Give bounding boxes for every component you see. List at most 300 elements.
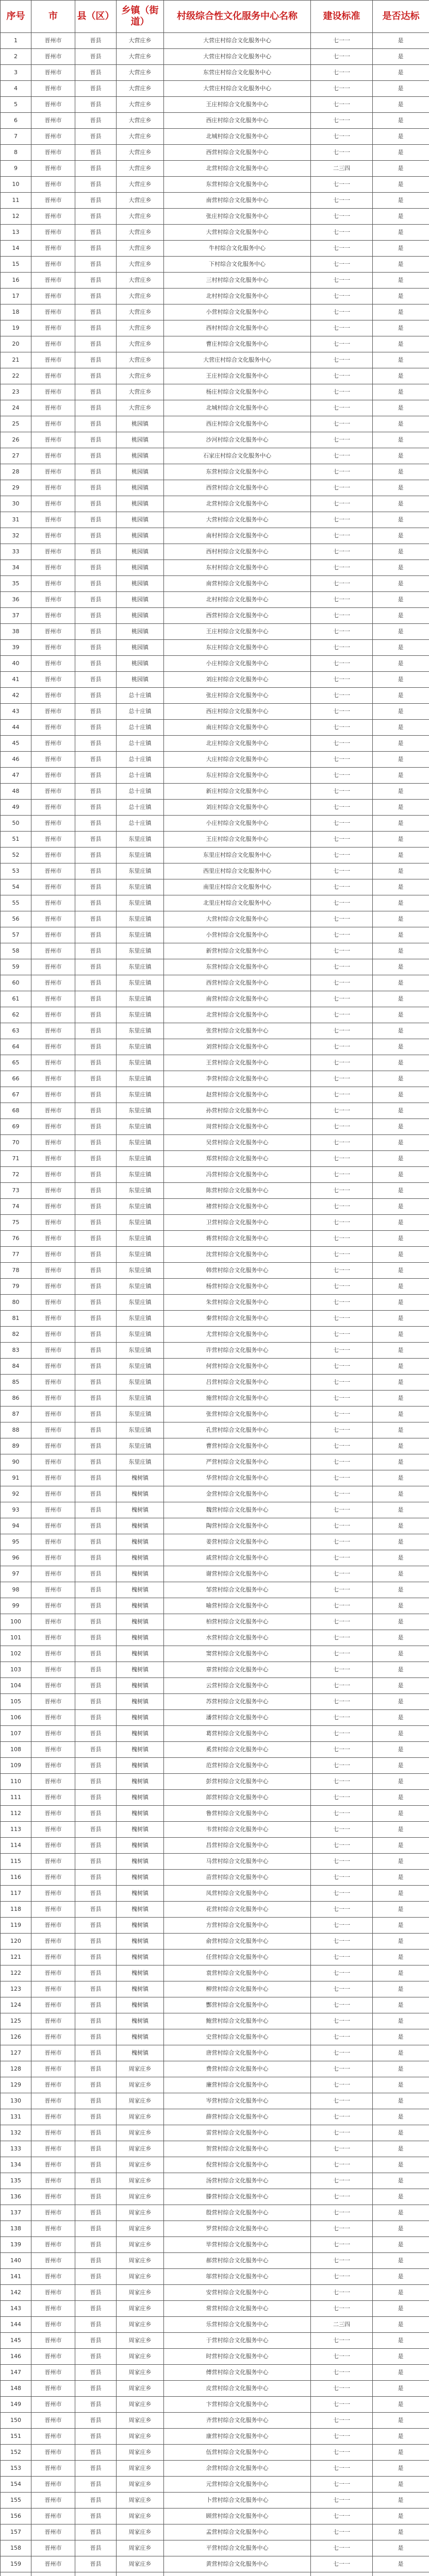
table-row (1, 81, 429, 97)
cell-county: 晋县 (75, 1726, 117, 1742)
cell-name: 周营村综合文化服务中心 (164, 1119, 311, 1135)
cell-seq: 117 (1, 1886, 31, 1902)
cell-seq: 77 (1, 1247, 31, 1263)
cell-county: 晋县 (75, 1710, 117, 1726)
cell-name: 袁营村综合文化服务中心 (164, 1965, 311, 1981)
table-row (1, 2189, 429, 2205)
cell-name: 曹营村综合文化服务中心 (164, 1438, 311, 1454)
table-row (1, 1918, 429, 1934)
cell-standard: 七一一 (311, 1854, 373, 1870)
cell-town: 大营庄乡 (117, 113, 164, 129)
cell-city: 晋州市 (31, 991, 75, 1007)
cell-done: 是 (373, 2109, 429, 2125)
cell-name: 吕营村综合文化服务中心 (164, 1375, 311, 1391)
table-row (1, 33, 429, 49)
table-row (1, 2365, 429, 2381)
cell-done: 是 (373, 2045, 429, 2061)
cell-town (117, 2572, 164, 2576)
cell-county: 晋县 (75, 1486, 117, 1502)
cell-done: 是 (373, 480, 429, 496)
cell-done: 是 (373, 336, 429, 352)
cell-done: 是 (373, 1071, 429, 1087)
cell-county: 晋县 (75, 1071, 117, 1087)
cell-seq: 83 (1, 1343, 31, 1359)
cell-county: 晋县 (75, 1886, 117, 1902)
cell-city: 晋州市 (31, 1071, 75, 1087)
table-row (1, 2029, 429, 2045)
cell-city: 晋州市 (31, 464, 75, 480)
cell-name: 北营村综合文化服务中心 (164, 496, 311, 512)
cell-seq: 141 (1, 2269, 31, 2285)
cell-seq: 63 (1, 1023, 31, 1039)
cell-seq: 100 (1, 1614, 31, 1630)
cell-done: 是 (373, 1902, 429, 1918)
cell-seq: 92 (1, 1486, 31, 1502)
cell-seq: 52 (1, 848, 31, 863)
cell-town: 槐树镇 (117, 1934, 164, 1950)
cell-name: 杨营村综合文化服务中心 (164, 1279, 311, 1295)
cell-standard: 七一一 (311, 225, 373, 241)
cell-standard: 七一一 (311, 752, 373, 768)
cell-city: 晋州市 (31, 640, 75, 656)
cell-standard: 七一一 (311, 2397, 373, 2413)
cell-town: 桃园镇 (117, 432, 164, 448)
cell-name: 曹庄村综合文化服务中心 (164, 336, 311, 352)
cell-done: 是 (373, 2205, 429, 2221)
cell-town: 东里庄镇 (117, 1359, 164, 1375)
cell-done: 是 (373, 496, 429, 512)
cell-name: 蒋营村综合文化服务中心 (164, 1231, 311, 1247)
table-row (1, 496, 429, 512)
cell-county: 晋县 (75, 1742, 117, 1758)
cell-city: 晋州市 (31, 49, 75, 65)
cell-name: 孔营村综合文化服务中心 (164, 1422, 311, 1438)
cell-county: 晋县 (75, 1662, 117, 1678)
cell-done: 是 (373, 975, 429, 991)
cell-town: 桃园镇 (117, 512, 164, 528)
cell-seq: 24 (1, 400, 31, 416)
cell-county: 晋县 (75, 2349, 117, 2365)
cell-standard: 七一一 (311, 464, 373, 480)
cell-town: 东里庄镇 (117, 1119, 164, 1135)
table-row (1, 848, 429, 863)
table-row (1, 975, 429, 991)
cell-standard: 七一一 (311, 1103, 373, 1119)
cell-seq: 20 (1, 336, 31, 352)
cell-city: 晋州市 (31, 1806, 75, 1822)
cell-name: 西营村综合文化服务中心 (164, 480, 311, 496)
cell-standard: 七一一 (311, 1359, 373, 1375)
cell-seq: 39 (1, 640, 31, 656)
cell-name: 大营庄村综合文化服务中心 (164, 33, 311, 49)
cell-county: 晋县 (75, 2029, 117, 2045)
cell-seq: 3 (1, 65, 31, 81)
cell-seq: 139 (1, 2237, 31, 2253)
cell-done: 是 (373, 129, 429, 145)
cell-city: 晋州市 (31, 225, 75, 241)
cell-county: 晋县 (75, 289, 117, 304)
table-row (1, 2077, 429, 2093)
cell-standard: 七一一 (311, 1470, 373, 1486)
table-row (1, 1790, 429, 1806)
cell-name: 史营村综合文化服务中心 (164, 2029, 311, 2045)
cell-done: 是 (373, 895, 429, 911)
cell-done: 是 (373, 544, 429, 560)
cell-name: 大营村综合文化服务中心 (164, 225, 311, 241)
cell-done: 是 (373, 1359, 429, 1375)
table-row (1, 432, 429, 448)
cell-city: 晋州市 (31, 768, 75, 784)
cell-name: 鲁营村综合文化服务中心 (164, 1806, 311, 1822)
cell-seq: 10 (1, 177, 31, 193)
cell-seq: 116 (1, 1870, 31, 1886)
cell-county: 晋县 (75, 1151, 117, 1167)
cell-name: 张营村综合文化服务中心 (164, 1023, 311, 1039)
cell-county: 晋县 (75, 1997, 117, 2013)
cell-standard: 七一一 (311, 1422, 373, 1438)
cell-standard: 七一一 (311, 1391, 373, 1406)
cell-county: 晋县 (75, 1918, 117, 1934)
cell-town: 槐树镇 (117, 1646, 164, 1662)
cell-seq: 44 (1, 720, 31, 736)
cell-city: 晋州市 (31, 368, 75, 384)
cell-seq: 96 (1, 1550, 31, 1566)
cell-standard: 七一一 (311, 1327, 373, 1343)
cell-seq: 87 (1, 1406, 31, 1422)
cell-standard: 七一一 (311, 1774, 373, 1790)
cell-name: 柳营村综合文化服务中心 (164, 1981, 311, 1997)
cell-town: 周家庄乡 (117, 2477, 164, 2493)
cell-county: 晋县 (75, 448, 117, 464)
cell-name: 王营村综合文化服务中心 (164, 1055, 311, 1071)
cell-city: 晋州市 (31, 480, 75, 496)
cell-done: 是 (373, 49, 429, 65)
cell-done: 是 (373, 2524, 429, 2540)
table-row (1, 1742, 429, 1758)
cell-standard: 七一一 (311, 273, 373, 289)
cell-done: 是 (373, 688, 429, 704)
table-row (1, 1119, 429, 1135)
cell-standard: 七一一 (311, 432, 373, 448)
cell-standard: 七一一 (311, 1055, 373, 1071)
cell-seq: 2 (1, 49, 31, 65)
cell-county: 晋县 (75, 2540, 117, 2556)
cell-town: 东里庄镇 (117, 991, 164, 1007)
cell-county: 晋县 (75, 1167, 117, 1183)
cell-county: 晋县 (75, 1934, 117, 1950)
cell-standard: 七一一 (311, 177, 373, 193)
cell-standard: 七一一 (311, 257, 373, 273)
cell-city: 晋州市 (31, 879, 75, 895)
cell-seq: 19 (1, 320, 31, 336)
cell-city: 晋州市 (31, 1263, 75, 1279)
cell-seq: 81 (1, 1311, 31, 1327)
cell-city: 晋州市 (31, 1183, 75, 1199)
cell-city: 晋州市 (31, 400, 75, 416)
cell-county: 晋县 (75, 1502, 117, 1518)
table-row (1, 576, 429, 592)
cell-seq: 88 (1, 1422, 31, 1438)
cell-city: 晋州市 (31, 2477, 75, 2493)
cell-done: 是 (373, 1151, 429, 1167)
cell-done: 是 (373, 1454, 429, 1470)
cell-name: 傅营村综合文化服务中心 (164, 2365, 311, 2381)
cell-city: 晋州市 (31, 1790, 75, 1806)
cell-done: 是 (373, 1135, 429, 1151)
cell-city: 晋州市 (31, 1934, 75, 1950)
cell-standard: 七一一 (311, 1215, 373, 1231)
cell-seq: 146 (1, 2349, 31, 2365)
table-row (1, 608, 429, 624)
cell-seq: 68 (1, 1103, 31, 1119)
cell-standard: 七一一 (311, 1486, 373, 1502)
cell-city: 晋州市 (31, 2237, 75, 2253)
table-row (1, 560, 429, 576)
cell-town: 东里庄镇 (117, 1055, 164, 1071)
cell-city: 晋州市 (31, 1231, 75, 1247)
cell-done: 是 (373, 304, 429, 320)
cell-city: 晋州市 (31, 81, 75, 97)
cell-name: 西庄村综合文化服务中心 (164, 113, 311, 129)
cell-town: 东里庄镇 (117, 1215, 164, 1231)
table-row (1, 1247, 429, 1263)
cell-done: 是 (373, 1790, 429, 1806)
cell-standard: 二三四 (311, 161, 373, 177)
cell-county: 晋县 (75, 1950, 117, 1965)
cell-seq: 16 (1, 273, 31, 289)
cell-town: 东里庄镇 (117, 1103, 164, 1119)
table-row (1, 161, 429, 177)
table-row (1, 1055, 429, 1071)
cell-done: 是 (373, 2189, 429, 2205)
cell-seq: 150 (1, 2413, 31, 2429)
cell-name: 柏营村综合文化服务中心 (164, 1614, 311, 1630)
cell-town: 周家庄乡 (117, 2524, 164, 2540)
cell-county: 晋县 (75, 2045, 117, 2061)
cell-town: 周家庄乡 (117, 2077, 164, 2093)
cell-city: 晋州市 (31, 2429, 75, 2445)
cell-county: 晋县 (75, 544, 117, 560)
cell-done: 是 (373, 1438, 429, 1454)
cell-name: 刘营村综合文化服务中心 (164, 1039, 311, 1055)
cell-done: 是 (373, 241, 429, 257)
cell-county: 晋县 (75, 1103, 117, 1119)
cell-done: 是 (373, 1934, 429, 1950)
cell-town: 大营庄乡 (117, 193, 164, 209)
cell-standard: 七一一 (311, 368, 373, 384)
cell-done: 是 (373, 464, 429, 480)
cell-seq: 15 (1, 257, 31, 273)
cell-seq: 157 (1, 2524, 31, 2540)
cell-done (373, 2572, 429, 2576)
cell-done: 是 (373, 1981, 429, 1997)
cell-name: 戚营村综合文化服务中心 (164, 1550, 311, 1566)
cell-town: 东里庄镇 (117, 1406, 164, 1422)
cell-name: 三村村综合文化服务中心 (164, 273, 311, 289)
cell-name: 西村村综合文化服务中心 (164, 544, 311, 560)
table-row (1, 352, 429, 368)
cell-done: 是 (373, 448, 429, 464)
table-row (1, 1630, 429, 1646)
cell-county: 晋县 (75, 816, 117, 832)
table-row (1, 177, 429, 193)
cell-county: 晋县 (75, 2477, 117, 2493)
cell-town: 大营庄乡 (117, 209, 164, 225)
cell-city: 晋州市 (31, 177, 75, 193)
cell-standard: 七一一 (311, 2477, 373, 2493)
table-row (1, 1710, 429, 1726)
table-row (1, 1838, 429, 1854)
cell-standard: 七一一 (311, 2461, 373, 2477)
table-row (1, 800, 429, 816)
cell-city: 晋州市 (31, 1215, 75, 1231)
cell-town: 总十庄镇 (117, 816, 164, 832)
cell-city: 晋州市 (31, 672, 75, 688)
cell-standard: 七一一 (311, 544, 373, 560)
cell-name: 俞营村综合文化服务中心 (164, 1934, 311, 1950)
cell-seq: 126 (1, 2029, 31, 2045)
cell-done: 是 (373, 943, 429, 959)
cell-name: 小营村综合文化服务中心 (164, 304, 311, 320)
cell-town: 槐树镇 (117, 1806, 164, 1822)
cell-city: 晋州市 (31, 336, 75, 352)
cell-town: 东里庄镇 (117, 1295, 164, 1311)
cell-standard: 七一一 (311, 1646, 373, 1662)
table-row (1, 1359, 429, 1375)
cell-seq: 73 (1, 1183, 31, 1199)
table-row (1, 1391, 429, 1406)
cell-seq: 110 (1, 1774, 31, 1790)
cell-city: 晋州市 (31, 113, 75, 129)
cell-standard: 七一一 (311, 2556, 373, 2572)
cell-city: 晋州市 (31, 416, 75, 432)
table-row (1, 879, 429, 895)
cell-town: 周家庄乡 (117, 2349, 164, 2365)
cell-standard: 七一一 (311, 927, 373, 943)
cell-seq: 35 (1, 576, 31, 592)
table-row (1, 320, 429, 336)
cell-county: 晋县 (75, 241, 117, 257)
cell-seq: 109 (1, 1758, 31, 1774)
table-row (1, 1279, 429, 1295)
cell-county: 晋县 (75, 2173, 117, 2189)
table-row (1, 416, 429, 432)
cell-town: 桃园镇 (117, 560, 164, 576)
cell-town: 槐树镇 (117, 1518, 164, 1534)
cell-county: 晋县 (75, 273, 117, 289)
cell-county: 晋县 (75, 225, 117, 241)
cell-town: 槐树镇 (117, 1918, 164, 1934)
table-row (1, 1774, 429, 1790)
cell-town: 东里庄镇 (117, 1391, 164, 1406)
cell-standard: 七一一 (311, 1726, 373, 1742)
cell-town: 总十庄镇 (117, 800, 164, 816)
table-row (1, 528, 429, 544)
cell-county: 晋县 (75, 1263, 117, 1279)
cell-county: 晋县 (75, 2333, 117, 2349)
table-row (1, 2125, 429, 2141)
cell-done: 是 (373, 81, 429, 97)
cell-seq: 111 (1, 1790, 31, 1806)
cell-done: 是 (373, 416, 429, 432)
cell-done: 是 (373, 1997, 429, 2013)
cell-city: 晋州市 (31, 560, 75, 576)
cell-town: 东里庄镇 (117, 1279, 164, 1295)
cell-town: 槐树镇 (117, 1965, 164, 1981)
cell-standard: 七一一 (311, 2509, 373, 2524)
cell-county: 晋县 (75, 1774, 117, 1790)
cell-seq: 151 (1, 2429, 31, 2445)
cell-county: 晋县 (75, 784, 117, 800)
cell-name: 彭营村综合文化服务中心 (164, 1774, 311, 1790)
cell-seq: 23 (1, 384, 31, 400)
cell-town: 总十庄镇 (117, 784, 164, 800)
table-row (1, 1806, 429, 1822)
table-header (1, 1, 429, 33)
cell-city: 晋州市 (31, 1470, 75, 1486)
cell-seq: 154 (1, 2477, 31, 2493)
cell-name: 葛营村综合文化服务中心 (164, 1726, 311, 1742)
cell-standard: 七一一 (311, 1662, 373, 1678)
cell-seq: 40 (1, 656, 31, 672)
table-row (1, 2109, 429, 2125)
cell-name: 南村村综合文化服务中心 (164, 528, 311, 544)
cell-done: 是 (373, 512, 429, 528)
cell-standard: 七一一 (311, 1279, 373, 1295)
cell-done: 是 (373, 1247, 429, 1263)
cell-standard: 七一一 (311, 2269, 373, 2285)
cell-standard: 七一一 (311, 81, 373, 97)
cell-name: 小庄村综合文化服务中心 (164, 816, 311, 832)
cell-town: 槐树镇 (117, 1981, 164, 1997)
cell-county: 晋县 (75, 2253, 117, 2269)
cell-seq: 4 (1, 81, 31, 97)
table-row (1, 2253, 429, 2269)
cell-seq: 50 (1, 816, 31, 832)
cell-done: 是 (373, 1838, 429, 1854)
cell-name: 杨庄村综合文化服务中心 (164, 384, 311, 400)
cell-city: 晋州市 (31, 1534, 75, 1550)
cell-town: 槐树镇 (117, 1598, 164, 1614)
cell-standard: 二三四 (311, 2317, 373, 2333)
cell-done: 是 (373, 1774, 429, 1790)
cell-city: 晋州市 (31, 1710, 75, 1726)
cell-town: 东里庄镇 (117, 1183, 164, 1199)
cell-name: 金营村综合文化服务中心 (164, 1486, 311, 1502)
cell-standard: 七一一 (311, 2301, 373, 2317)
cell-county: 晋县 (75, 1981, 117, 1997)
cell-county: 晋县 (75, 879, 117, 895)
cell-seq: 78 (1, 1263, 31, 1279)
cell-name: 西庄村综合文化服务中心 (164, 704, 311, 720)
cell-standard: 七一一 (311, 336, 373, 352)
cell-standard: 七一一 (311, 2029, 373, 2045)
table-row (1, 1103, 429, 1119)
cell-standard: 七一一 (311, 49, 373, 65)
cell-name: 韩营村综合文化服务中心 (164, 1263, 311, 1279)
cell-name: 赵营村综合文化服务中心 (164, 1087, 311, 1103)
cell-town: 大营庄乡 (117, 81, 164, 97)
table-row (1, 1438, 429, 1454)
cell-standard: 七一一 (311, 1023, 373, 1039)
cell-town: 大营庄乡 (117, 257, 164, 273)
table-row (1, 2093, 429, 2109)
cell-done: 是 (373, 1103, 429, 1119)
table-row (1, 257, 429, 273)
cell-city: 晋州市 (31, 1247, 75, 1263)
cell-county: 晋县 (75, 2205, 117, 2221)
cell-standard: 七一一 (311, 2125, 373, 2141)
